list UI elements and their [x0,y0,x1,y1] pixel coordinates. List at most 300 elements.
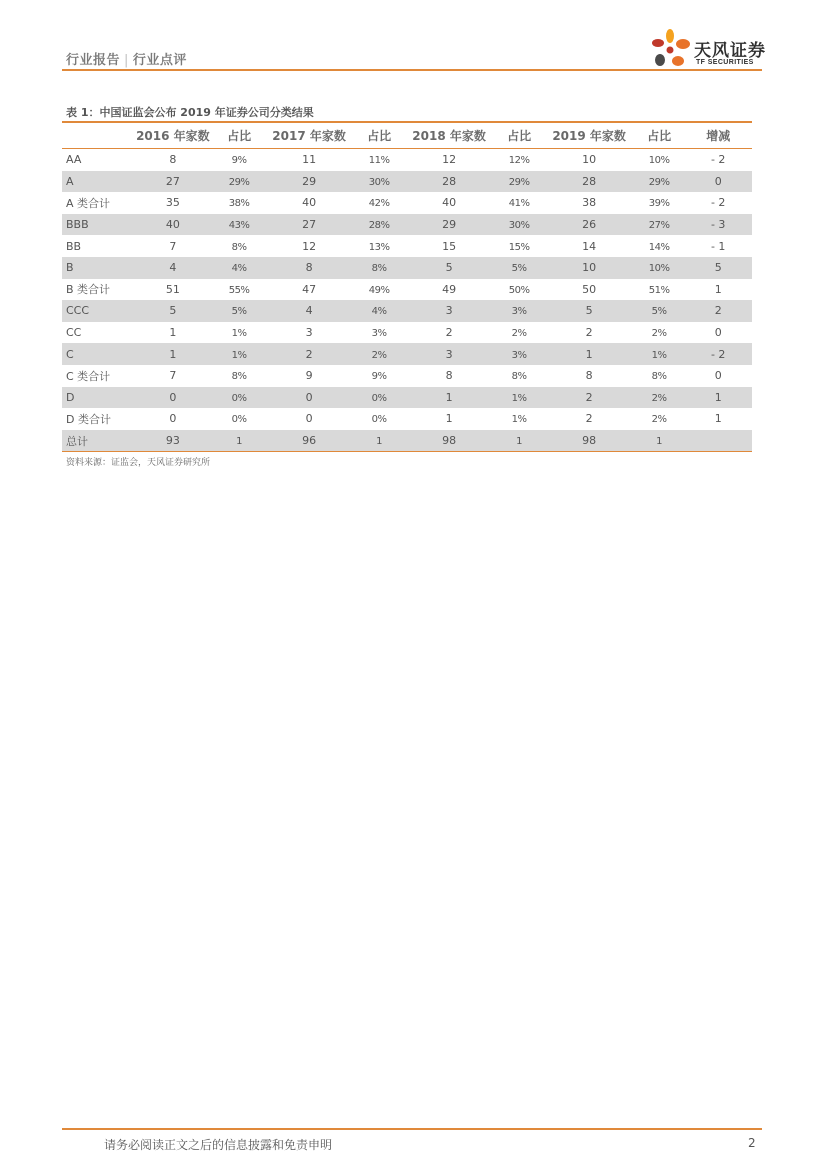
table-cell [404,214,493,236]
source-note: 资料来源：证监会，天风证券研究所 [66,458,211,468]
table-cell [214,430,265,452]
cell-value: 5 [714,261,722,275]
cell-value: 5% [511,263,527,275]
table-cell [684,387,752,409]
table-cell [404,149,493,171]
column-header: 2016 年家数 [132,122,214,149]
cell-value: 8% [651,371,667,383]
cell-value: 4% [371,306,387,318]
cell-value: 10% [648,155,670,167]
cell-value: BBB [66,218,89,232]
table-cell [634,192,685,214]
cell-value: 1 [714,282,722,296]
cell-value: 0 [714,326,722,340]
cell-value: 98 [582,434,597,448]
cell-value: 8% [231,371,247,383]
row-label-cell [62,214,132,236]
table-cell [264,430,353,452]
cell-value: 38 [582,196,597,210]
cell-value: 4 [169,261,177,275]
cell-value: 1 [236,436,242,448]
cell-value: 39% [648,198,670,210]
row-label-cell [62,365,132,387]
cell-value: 93 [165,434,180,448]
cell-value: 8 [305,261,313,275]
cell-value: 1% [511,392,527,404]
table-cell [354,257,405,279]
cell-value: 0% [371,414,387,426]
cell-value: C [66,347,74,361]
table-cell [354,408,405,430]
cell-value: 1 [169,326,177,340]
table-cell [494,214,545,236]
cell-value: 1 [376,436,383,448]
cell-value: 0 [714,174,722,188]
table-header-row [62,122,752,149]
table-cell [264,365,353,387]
cell-value: - 3 [710,218,726,232]
table-cell [684,149,752,171]
cell-value: 2% [651,414,667,426]
table-cell [264,408,353,430]
table-cell [132,257,214,279]
table-cell [544,300,633,322]
cell-value: 43% [228,220,250,232]
cell-value: 8 [585,369,593,383]
table-cell [354,322,405,344]
table-cell [494,257,545,279]
cell-value: 5 [169,304,177,318]
table-cell [634,235,685,257]
column-header: 占比 [494,122,545,149]
table-cell [494,192,545,214]
table-row [62,322,752,344]
cell-value: 8 [169,153,177,167]
column-header [62,122,132,149]
cell-value: 1% [651,349,667,361]
table-row [62,235,752,257]
table-cell [354,214,405,236]
cell-value: CCC [66,304,90,318]
cell-value: 1% [231,328,247,340]
table-cell [404,387,493,409]
company-logo [650,28,770,72]
cell-value: - 2 [710,196,726,210]
cell-value: 13% [368,241,390,253]
cell-value: 0 [714,369,722,383]
cell-value: 1 [445,412,453,426]
table-cell [214,365,265,387]
table-cell [264,387,353,409]
table-cell [684,192,752,214]
table-title: 表 1：中国证监会公布 2019 年证券公司分类结果 [66,106,314,119]
row-label-cell [62,171,132,193]
row-label-cell [62,279,132,301]
footer-divider [62,1128,762,1130]
column-header: 2017 年家数 [264,122,353,149]
cell-value: 0 [305,412,313,426]
cell-value: 2 [305,347,313,361]
table-cell [634,322,685,344]
table-cell [404,235,493,257]
table-cell [404,430,493,452]
column-header: 增减 [684,122,752,149]
footer-disclaimer: 请务必阅读正文之后的信息披露和免责申明 [104,1138,333,1152]
table-cell [132,408,214,430]
table-cell [132,149,214,171]
row-label-cell [62,343,132,365]
cell-value: B [66,261,74,275]
report-subtype-label: 行业点评 [132,53,187,68]
report-type-label: 行业报告 [66,53,121,68]
table-cell [132,214,214,236]
column-header: 占比 [214,122,265,149]
header-separator: | [124,53,129,68]
table-cell [354,235,405,257]
cell-value: 29% [648,176,670,188]
table-row [62,343,752,365]
table-cell [354,171,405,193]
brand-name-cn: 天风证券 [694,41,766,61]
table-cell [132,192,214,214]
column-header: 2019 年家数 [544,122,633,149]
table-cell [684,322,752,344]
cell-value: 27 [302,218,317,232]
cell-value: 29 [302,174,317,188]
table-cell [544,322,633,344]
table-cell [494,387,545,409]
cell-value: 0 [169,412,177,426]
cell-value: A [66,174,74,188]
cell-value: 3% [371,328,387,340]
table-cell [634,343,685,365]
cell-value: - 2 [710,347,726,361]
cell-value: 14% [648,241,670,253]
cell-value: D 类合计 [66,412,111,426]
table-cell [404,365,493,387]
table-cell [634,430,685,452]
cell-value: - 1 [710,239,726,253]
table-cell [404,408,493,430]
cell-value: 0% [371,392,387,404]
cell-value: 5 [585,304,593,318]
table-cell [132,235,214,257]
cell-value: 2 [585,326,593,340]
table-cell [544,149,633,171]
row-label-cell [62,387,132,409]
table-cell [544,279,633,301]
table-cell [214,235,265,257]
table-row [62,430,752,452]
table-cell [132,171,214,193]
classification-table-container [62,121,752,452]
cell-value: 12 [442,153,457,167]
table-body [62,149,752,452]
cell-value: 9% [231,155,247,167]
table-cell [494,279,545,301]
report-category [66,49,187,68]
cell-value: 总计 [66,434,88,448]
table-cell [214,149,265,171]
cell-value: 98 [442,434,457,448]
row-label-cell [62,322,132,344]
table-cell [404,171,493,193]
table-cell [544,235,633,257]
table-cell [404,192,493,214]
cell-value: 11 [302,153,317,167]
cell-value: 2% [511,328,527,340]
cell-value: 1 [656,436,663,448]
table-cell [684,430,752,452]
cell-value: 1% [231,349,247,361]
table-cell [354,387,405,409]
table-cell [494,430,545,452]
table-cell [132,343,214,365]
cell-value: 1 [585,347,593,361]
cell-value: 0% [231,414,247,426]
table-cell [354,279,405,301]
cell-value: 2% [651,392,667,404]
cell-value: 8% [231,241,247,253]
table-cell [214,171,265,193]
cell-value: 1 [169,347,177,361]
table-cell [494,343,545,365]
cell-value: 1% [511,414,527,426]
cell-value: 2% [651,328,667,340]
table-cell [494,365,545,387]
table-cell [264,322,353,344]
table-cell [544,365,633,387]
cell-value: 5% [231,306,247,318]
cell-value: 26 [582,218,597,232]
cell-value: 1 [516,436,523,448]
table-row [62,171,752,193]
cell-value: 1 [445,390,453,404]
table-cell [354,430,405,452]
cell-value: 4% [231,263,247,275]
table-cell [214,387,265,409]
table-cell [544,171,633,193]
cell-value: 15% [508,241,530,253]
table-cell [634,171,685,193]
table-cell [494,171,545,193]
table-cell [634,257,685,279]
table-cell [214,322,265,344]
flower-logo-icon [650,28,692,72]
cell-value: 12% [508,155,530,167]
table-cell [404,300,493,322]
table-cell [214,192,265,214]
table-cell [264,257,353,279]
table-cell [132,279,214,301]
cell-value: 27% [648,220,670,232]
table-row [62,192,752,214]
row-label-cell [62,300,132,322]
cell-value: 29% [508,176,530,188]
cell-value: 10% [648,263,670,275]
cell-value: 55% [228,284,250,296]
table-cell [684,300,752,322]
cell-value: 11% [368,155,390,167]
cell-value: 49 [442,282,457,296]
table-cell [544,408,633,430]
table-cell [494,235,545,257]
table-cell [684,365,752,387]
cell-value: 2 [445,326,453,340]
row-label-cell [62,257,132,279]
table-row [62,300,752,322]
table-cell [494,149,545,171]
cell-value: 5% [651,306,667,318]
cell-value: A 类合计 [66,196,111,210]
table-cell [544,257,633,279]
table-cell [684,257,752,279]
cell-value: 41% [508,198,530,210]
table-cell [354,300,405,322]
table-cell [214,214,265,236]
cell-value: 28 [442,174,457,188]
table-row [62,279,752,301]
table-cell [494,322,545,344]
cell-value: - 2 [710,153,726,167]
cell-value: 51 [165,282,180,296]
column-header: 2018 年家数 [404,122,493,149]
table-cell [544,343,633,365]
table-cell [264,171,353,193]
cell-value: 0 [169,390,177,404]
table-cell [634,408,685,430]
cell-value: 0% [231,392,247,404]
cell-value: C 类合计 [66,369,111,383]
cell-value: 3% [511,306,527,318]
cell-value: 28% [368,220,390,232]
cell-value: CC [66,326,82,340]
table-cell [634,214,685,236]
table-cell [404,343,493,365]
classification-table [62,121,752,452]
row-label-cell [62,430,132,452]
table-cell [684,279,752,301]
table-cell [684,235,752,257]
table-cell [264,279,353,301]
cell-value: 49% [368,284,390,296]
table-cell [684,171,752,193]
table-cell [684,214,752,236]
cell-value: 3 [445,304,453,318]
cell-value: D [66,390,75,404]
table-row [62,149,752,171]
cell-value: 12 [302,239,317,253]
table-cell [264,235,353,257]
cell-value: 2% [371,349,387,361]
cell-value: 4 [305,304,313,318]
table-row [62,257,752,279]
cell-value: 14 [582,239,597,253]
cell-value: 1 [714,390,722,404]
table-cell [264,192,353,214]
cell-value: 15 [442,239,457,253]
table-cell [264,300,353,322]
table-cell [214,257,265,279]
cell-value: 8% [371,263,387,275]
cell-value: 7 [169,369,177,383]
cell-value: 28 [582,174,597,188]
row-label-cell [62,235,132,257]
table-cell [544,387,633,409]
table-cell [634,279,685,301]
cell-value: 29 [442,218,457,232]
table-cell [684,343,752,365]
cell-value: AA [66,153,82,167]
table-cell [132,387,214,409]
table-cell [264,149,353,171]
cell-value: 3 [305,326,313,340]
table-cell [354,365,405,387]
cell-value: 29% [228,176,250,188]
cell-value: 8 [445,369,453,383]
cell-value: 50% [508,284,530,296]
table-cell [544,192,633,214]
row-label-cell [62,408,132,430]
cell-value: 0 [305,390,313,404]
table-cell [404,322,493,344]
cell-value: 40 [302,196,317,210]
cell-value: 10 [582,153,597,167]
table-cell [264,343,353,365]
column-header: 占比 [354,122,405,149]
table-cell [354,149,405,171]
table-cell [494,408,545,430]
cell-value: 42% [368,198,390,210]
table-cell [354,192,405,214]
table-cell [214,343,265,365]
table-cell [544,214,633,236]
cell-value: 38% [228,198,250,210]
cell-value: 51% [648,284,670,296]
cell-value: 2 [714,304,722,318]
column-header: 占比 [634,122,685,149]
cell-value: 27 [165,174,180,188]
cell-value: BB [66,239,82,253]
table-cell [354,343,405,365]
page-number: 2 [748,1136,756,1150]
table-cell [214,408,265,430]
table-cell [132,430,214,452]
cell-value: 9% [371,371,387,383]
table-cell [544,430,633,452]
table-cell [404,279,493,301]
table-row [62,365,752,387]
table-cell [494,300,545,322]
cell-value: 96 [302,434,317,448]
cell-value: 30% [368,176,390,188]
table-row [62,214,752,236]
cell-value: 35 [165,196,180,210]
row-label-cell [62,192,132,214]
table-cell [634,300,685,322]
cell-value: 40 [165,218,180,232]
cell-value: 2 [585,390,593,404]
cell-value: 7 [169,239,177,253]
table-cell [684,408,752,430]
table-cell [634,387,685,409]
cell-value: 5 [445,261,453,275]
table-cell [404,257,493,279]
table-cell [214,300,265,322]
table-cell [214,279,265,301]
table-cell [132,322,214,344]
cell-value: 3 [445,347,453,361]
